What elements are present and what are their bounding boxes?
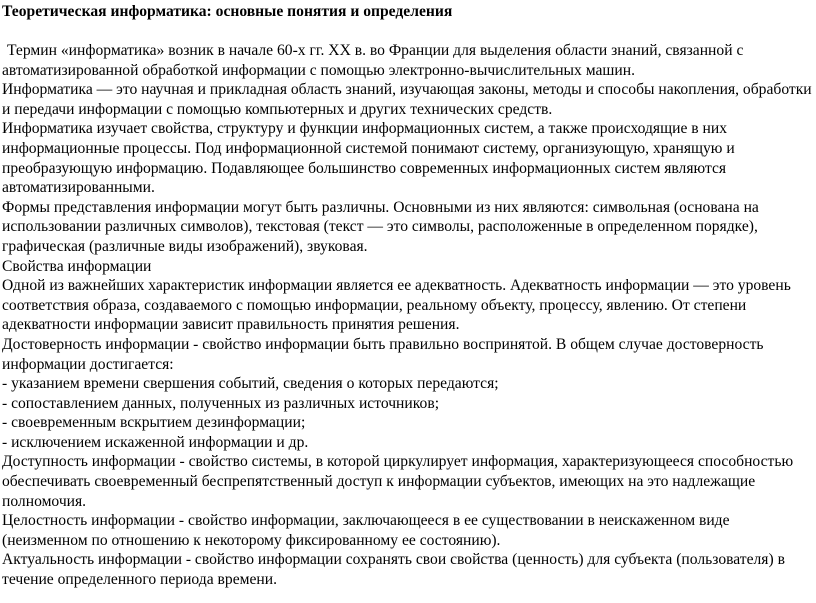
list-item-data-comparison: - сопоставлением данных, полученных из различных источников; xyxy=(2,394,440,412)
paragraph-integrity: Целостность информации - свойство информации, заключающееся в ее существовании в неискаженном виде (неизменном по отношению к некоторому фиксированному ее состоянию). xyxy=(2,512,730,549)
paragraph-reliability: Достоверность информации - свойство информации быть правильно воспринятой. В общем случае достоверность информации достигается: xyxy=(2,335,764,373)
document-body xyxy=(2,41,814,590)
paragraph-information-systems: Информатика изучает свойства, структуру и функции информационных систем, а также происходящие в них информационные процессы. Под информационной системой понимают систему, организующую, хранящую и преобразующую информацию. Подавляющее большинство современных информационных систем являются автоматизированными. xyxy=(2,120,735,197)
list-item-distorted-info: - исключением искаженной информации и др. xyxy=(2,433,309,451)
section-heading-information-properties: Свойства информации xyxy=(2,257,152,275)
paragraph-term-origin: Термин «информатика» возник в начале 60-х гг. XX в. во Франции для выделения области знаний, связанной с автоматизированной обработкой информации с помощью электронно-вычислительных машин. xyxy=(2,42,744,79)
document-title: Теоретическая информатика: основные понятия и определения xyxy=(2,3,453,20)
paragraph-information-forms: Формы представления информации могут быть различны. Основными из них являются: символьная (основана на использовании различных символов), текстовая (текст — это символы, расположенные в определенном порядке), графическая (различные виды изображений), звуковая. xyxy=(2,198,759,255)
paragraph-relevance: Актуальность информации - свойство информации сохранять свои свойства (ценность) для субъекта (пользователя) в течение определенного периода времени. xyxy=(2,551,785,589)
paragraph-informatics-definition: Информатика — это научная и прикладная область знаний, изучающая законы, методы и способы накопления, обработки и передачи информации с помощью компьютерных и других технических средств. xyxy=(2,81,812,118)
list-item-event-time: - указанием времени свершения событий, сведения о которых передаются; xyxy=(2,375,499,393)
list-item-disinformation: - своевременным вскрытием дезинформации; xyxy=(2,414,306,432)
paragraph-adequacy: Одной из важнейших характеристик информации является ее адекватность. Адекватность информации — это уровень соответствия образа, создаваемого с помощью информации, реальному объекту, процессу, явлению. От степени адекватности информации зависит правильность принятия решения. xyxy=(2,277,791,334)
paragraph-availability: Доступность информации - свойство системы, в которой циркулирует информация, характеризующееся способностью обеспечивать своевременный беспрепятственный доступ к информации субъектов, имеющих на это надлежащие полномочия. xyxy=(2,453,794,510)
